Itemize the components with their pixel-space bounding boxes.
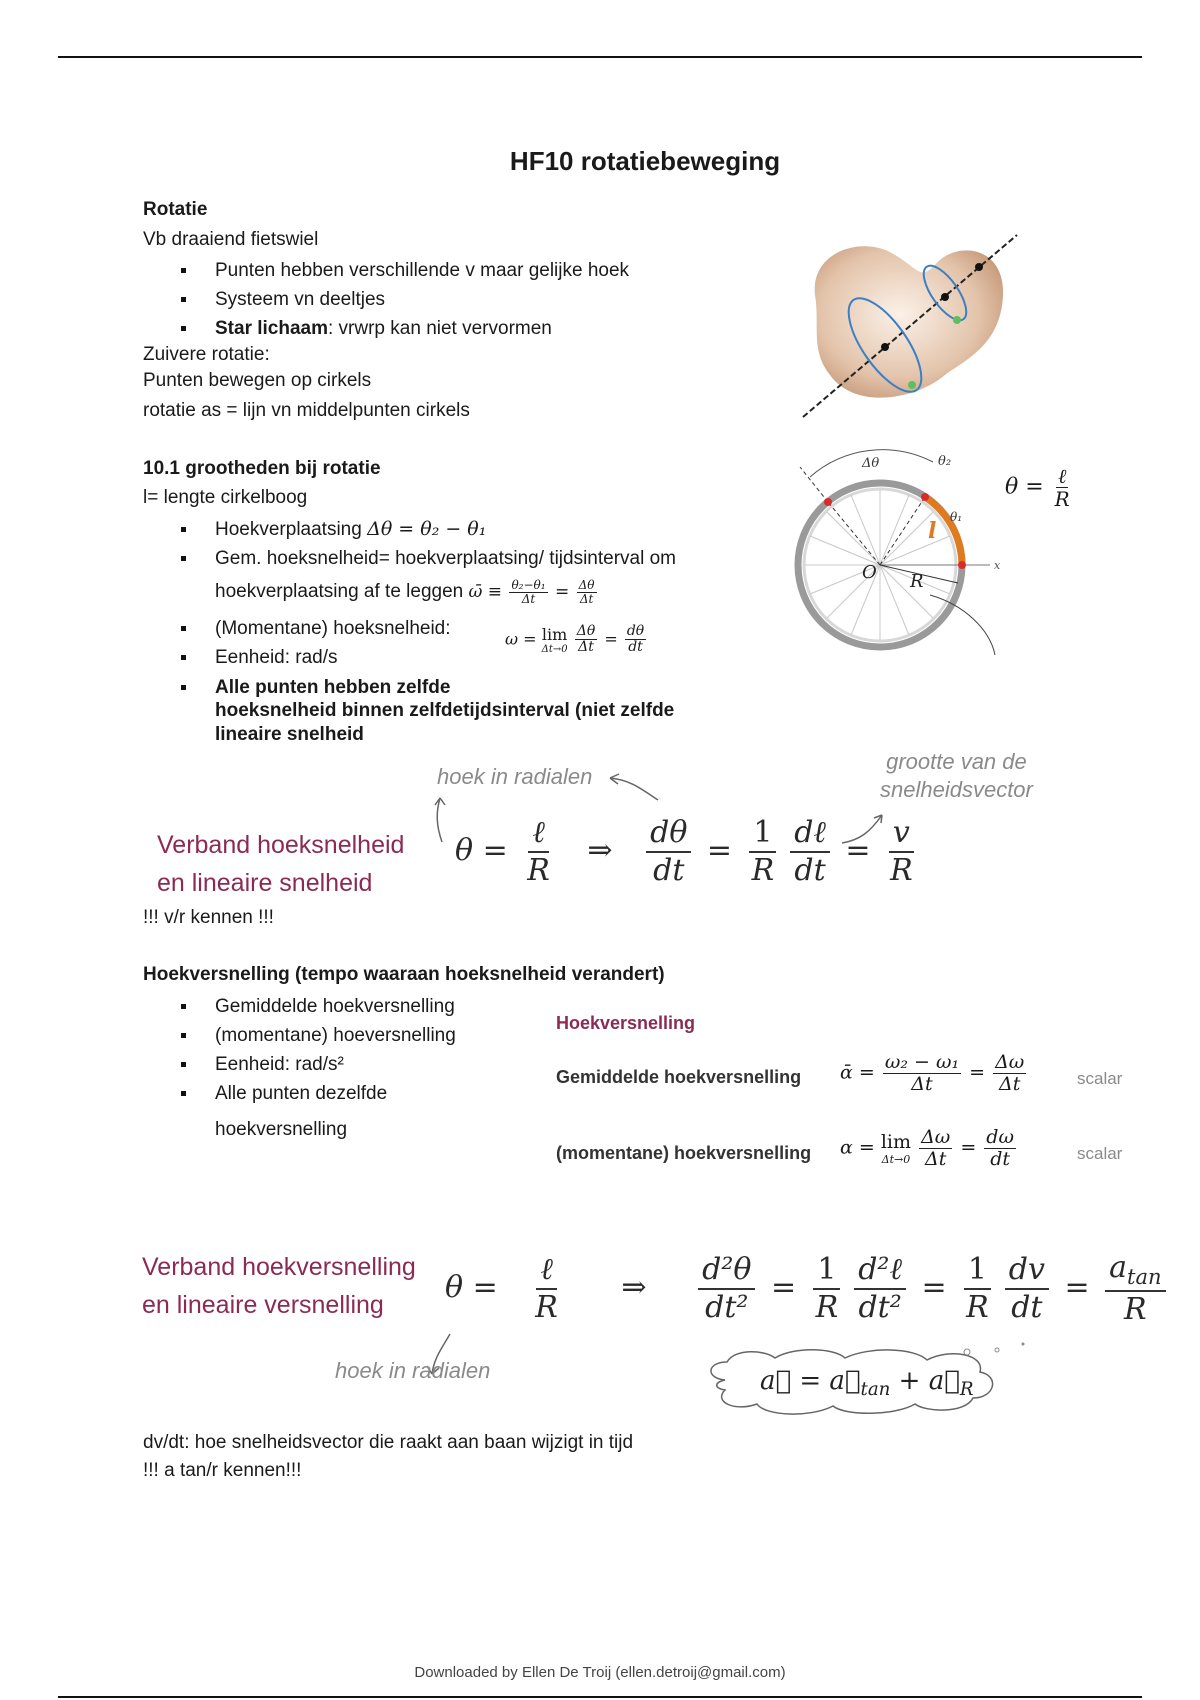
list-item: Eenheid: rad/s² [143,1050,456,1079]
remark-vr-kennen: !!! v/r kennen !!! [143,907,274,928]
list-item-rest: : vrwrp kan niet vervormen [328,318,552,339]
label-line: en lineaire snelheid [157,869,373,897]
scalar-tag: scalar [1077,1069,1123,1088]
list-item: Alle punten hebben zelfde [143,673,450,702]
row-label-gemiddelde: Gemiddelde hoekversnelling [556,1067,802,1087]
list-item: Systeem vn deeltjes [143,285,629,314]
footer-download-note: Downloaded by Ellen De Troij (ellen.detroij@gmail.com) [414,1664,786,1681]
list-item: Punten hebben verschillende v maar gelijke hoek [143,256,629,285]
scalar-tag: scalar [1077,1144,1123,1163]
closing-line-1: dv/dt: hoe snelheidsvector die raakt aan baan wijzigt in tijd [143,1432,634,1453]
axis-point [941,293,949,301]
hoekversnelling-heading: Hoekversnelling (tempo waaraan hoeksnelheid verandert) [143,964,665,985]
x-axis-label: x [994,559,1001,572]
wheel-formula: θ = $\frac{\text{ℓ}}{R}$ [1005,464,1070,511]
list-item [143,314,629,343]
section-101-bullets [143,515,676,573]
list-item-text: Hoekverplaatsing [215,519,362,540]
verband-hoekversnelling-label [142,1248,416,1324]
bottom-rule [58,1696,1142,1698]
body-point [953,316,961,324]
arc-length-label: l [928,518,937,544]
formula-momentane-hoeksnelheid: ω = lim Δt→0 $\frac{\Delta\theta}{\Delta t}$ = $\frac{d\theta}{dt}$ [505,623,645,656]
list-item: (Momentane) hoeksnelheid: [143,614,451,643]
theta2-label: θ₂ [938,454,952,469]
list-item-text: hoekverplaatsing af te leggen [215,581,464,602]
closing-line-2: !!! a tan/r kennen!!! [143,1460,302,1481]
list-item: Gem. hoeksnelheid= hoekverplaatsing/ tijdsinterval om [143,544,676,573]
arc-endpoint [921,493,929,501]
note-hoek-radialen-bottom: hoek in radialen [335,1358,491,1383]
radius-line-theta2 [880,497,925,565]
delta-theta-label: Δθ [862,456,880,471]
list-item: Eenheid: rad/s [143,643,451,672]
radius-label: R [910,571,924,592]
cloud-formula: a⃗ = $a⃗_{tan}$ + $a⃗_R$ [760,1366,974,1401]
rotatie-intro: Vb draaiend fietswiel [143,229,319,250]
verband-hoeksnelheid-label [157,826,404,902]
list-item: Gemiddelde hoekversnelling [143,992,456,1021]
arc-endpoint [958,561,966,569]
rotatie-line: Zuivere rotatie: [143,344,270,365]
body-point [908,381,916,389]
radius-dashed-ext [800,467,828,502]
rotatie-bullets [143,256,629,343]
rigid-body-shape [815,246,1003,397]
axis-point [975,263,983,271]
formula-gem-hoeksnelheid: ω̄ ≡ $\frac{\text{θ₂−θ₁}}{\Delta t}$ = $\frac{\Delta\theta}{\Delta t}$ [468,577,595,606]
formula-gemiddelde-hoekversnelling: ᾱ = $\frac{\text{ω₂ − ω₁}}{\Delta t}$ = $\frac{\Delta\omega}{\Delta t}$ [840,1051,1025,1095]
rotatie-heading: Rotatie [143,199,208,220]
section-101-bullets-2 [143,614,451,672]
label-line: en lineaire versnelling [142,1291,384,1319]
note-grootte-snelheid [880,748,1033,804]
formula-momentane-hoekversnelling: α = lim Δt→0 $\frac{\Delta\omega}{\Delta t}$ = $\frac{d\omega}{dt}$ [840,1126,1014,1170]
list-item-continuation: lineaire snelheid [215,724,364,745]
list-item-continuation [215,578,599,606]
radius-line-theta1 [828,502,880,565]
rotatie-line: Punten bewegen op cirkels [143,370,372,391]
row-label-momentane: (momentane) hoekversnelling [556,1143,812,1163]
list-item-continuation: hoeksnelheid binnen zelfdetijdsinterval (niet zelfde [215,700,675,721]
box-title-hoekversnelling: Hoekversnelling [556,1013,696,1033]
section-101-heading: 10.1 grootheden bij rotatie [143,458,381,479]
note-line: grootte van de [886,749,1027,774]
hoekversnelling-bullets [143,992,456,1108]
label-line: Verband hoeksnelheid [157,831,405,859]
axis-point [881,343,889,351]
label-line: Verband hoekversnelling [142,1253,416,1281]
rigid-body-figure [795,225,1025,425]
formula-verband-hoeksnelheid: θ = ℓ R ⇒ $\frac{d\theta}{dt}$ = $\frac{1}{R}$ dℓ dt = $\frac{v}{R}$ [455,815,913,888]
theta1-label: θ₁ [950,510,963,524]
arc-endpoint [824,498,832,506]
list-item [143,515,676,544]
note-hoek-radialen-top: hoek in radialen [437,764,593,789]
origin-label: O [862,562,877,583]
top-rule [58,56,1142,58]
section-101-intro: l= lengte cirkelboog [143,487,308,508]
list-item-bold: Star lichaam [215,318,328,339]
list-item-continuation: hoekversnelling [215,1119,348,1140]
list-item: (momentane) hoeversnelling [143,1021,456,1050]
rotatie-line: rotatie as = lijn vn middelpunten cirkels [143,400,470,421]
formula-verband-hoekversnelling: θ = ℓ R ⇒ $\frac{\text{d²θ}}{\text{dt²}}$ = $\frac{1}{R}$ d²ℓ dt² = $\frac{1}{R}$ $\frac{dv}{dt}$ = $\frac{a_{tan}}{R}$ [445,1250,1172,1328]
page-title: HF10 rotatiebeweging [509,146,781,176]
note-line: snelheidsvector [880,777,1033,802]
list-item: Alle punten dezelfde [143,1079,456,1108]
formula-hoekverplaatsing: Δθ = θ₂ − θ₁ [367,518,487,540]
wheel-figure [790,445,1030,660]
